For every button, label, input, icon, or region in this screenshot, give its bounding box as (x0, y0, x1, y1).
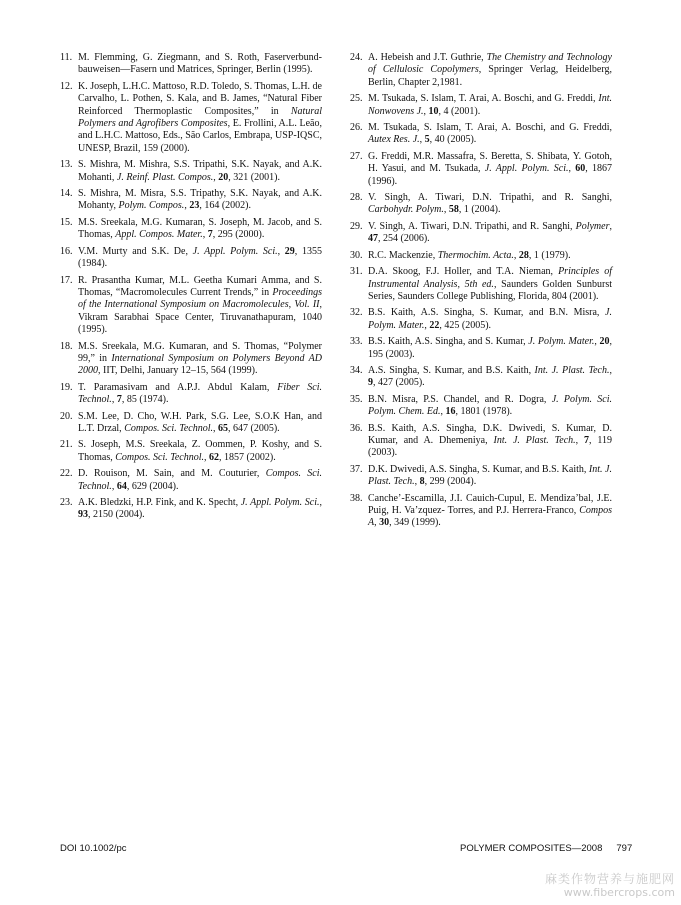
reference-number: 17. (60, 274, 73, 286)
reference-number: 36. (350, 422, 363, 434)
reference-number: 35. (350, 393, 363, 405)
page-number: 797 (616, 843, 633, 854)
reference-item (60, 341, 322, 378)
reference-number: 33. (350, 336, 363, 348)
reference-item (350, 151, 612, 188)
reference-number: 23. (60, 497, 73, 508)
watermark-line2: www.fibercrops.com (563, 886, 675, 899)
reference-text: V. Singh, A. Tiwari, D.N. Tripathi, and R. Sanghi, Polymer, 47, 254 (2006). (368, 220, 612, 245)
reference-item (350, 365, 612, 390)
reference-number: 31. (350, 266, 363, 278)
reference-number: 27. (350, 150, 363, 162)
reference-number: 28. (350, 192, 363, 204)
reference-text: D.A. Skoog, F.J. Holler, and T.A. Nieman, Principles of Instrumental Analysis, 5th ed., Saunders Golden Sunburst Series, Saunders College Publishing, Florida, 804 (2001). (368, 266, 612, 302)
reference-number: 18. (60, 340, 73, 352)
footer-doi (60, 843, 127, 854)
reference-item (60, 246, 322, 271)
reference-item (350, 307, 612, 332)
reference-text: A.K. Bledzki, H.P. Fink, and K. Specht, J. Appl. Polym. Sci., 93, 2150 (2004). (78, 497, 322, 521)
reference-text: K. Joseph, L.H.C. Mattoso, R.D. Toledo, S. Thomas, L.H. de Carvalho, L. Pothen, S. Kala, and B. James, “Natural Fiber Reinforced Thermoplastic Composites,” in Natural Polymers and Agrofibers Composites, E. Frollini, A.L. Leão, and L.H.C. Mattoso, Eds., São Carlos, Embrapa, USP-IQSC, UNESP, Brazil, 159 (2000). (78, 80, 322, 154)
reference-text: M.S. Sreekala, M.G. Kumaran, S. Joseph, M. Jacob, and S. Thomas, Appl. Compos. Mater., 7, 295 (2000). (78, 216, 322, 241)
reference-number: 21. (60, 439, 73, 451)
reference-item (350, 250, 612, 262)
reference-text: S. Mishra, M. Misra, S.S. Tripathy, S.K. Nayak, and A.K. Mohanty, Polym. Compos., 23, 164 (2002). (78, 188, 322, 212)
reference-text: B.S. Kaith, A.S. Singha, and S. Kumar, J. Polym. Mater., 20, 195 (2003). (368, 336, 613, 360)
reference-number: 12. (60, 80, 73, 92)
reference-number: 16. (60, 245, 73, 257)
reference-item (60, 217, 322, 242)
reference-text: A.S. Singha, S. Kumar, and B.S. Kaith, Int. J. Plast. Tech., 9, 427 (2005). (368, 364, 613, 389)
reference-item (350, 493, 612, 530)
reference-item (60, 497, 322, 522)
reference-item (60, 81, 322, 155)
reference-text: T. Paramasivam and A.P.J. Abdul Kalam, Fiber Sci. Technol., 7, 85 (1974). (78, 381, 323, 406)
reference-text: B.S. Kaith, A.S. Singha, S. Kumar, and B.N. Misra, J. Polym. Mater., 22, 425 (2005). (368, 307, 612, 331)
reference-number: 20. (60, 410, 73, 422)
reference-text: S. Mishra, M. Mishra, S.S. Tripathi, S.K. Nayak, and A.K. Mohanti, J. Reinf. Plast. Compos., 20, 321 (2001). (78, 159, 322, 183)
reference-text: D. Rouison, M. Sain, and M. Couturier, Compos. Sci. Technol., 64, 629 (2004). (78, 468, 322, 492)
reference-item (350, 394, 612, 419)
site-watermark (545, 873, 675, 899)
footer-journal (460, 843, 632, 854)
reference-number: 29. (350, 220, 363, 232)
reference-item (60, 439, 322, 464)
reference-number: 34. (350, 364, 363, 376)
reference-item (350, 52, 612, 89)
reference-number: 26. (350, 122, 363, 134)
reference-number: 22. (60, 468, 73, 480)
reference-item (60, 188, 322, 213)
reference-text: R.C. Mackenzie, Thermochim. Acta., 28, 1 (1979). (368, 249, 571, 261)
reference-number: 19. (60, 381, 73, 393)
references-left-column (60, 52, 322, 526)
reference-item (60, 382, 322, 407)
references-right-column (350, 52, 612, 534)
doi-text: DOI 10.1002/pc (60, 843, 127, 854)
reference-text: V. Singh, A. Tiwari, D.N. Tripathi, and R. Sanghi, Carbohydr. Polym., 58, 1 (2004). (368, 192, 612, 216)
journal-name: POLYMER COMPOSITES—2008 (460, 843, 603, 854)
reference-item (60, 411, 322, 436)
reference-number: 38. (350, 492, 363, 504)
reference-item (350, 423, 612, 460)
reference-item (350, 93, 612, 118)
reference-item (350, 192, 612, 217)
reference-item (60, 468, 322, 493)
reference-number: 37. (350, 463, 363, 475)
reference-text: S. Joseph, M.S. Sreekala, Z. Oommen, P. Koshy, and S. Thomas, Compos. Sci. Technol., 62, 1857 (2002). (78, 439, 322, 463)
watermark-line1: 麻类作物营养与施肥网 (544, 872, 675, 886)
reference-number: 24. (350, 52, 363, 63)
reference-item (60, 52, 322, 77)
reference-text: S.M. Lee, D. Cho, W.H. Park, S.G. Lee, S.O.K Han, and L.T. Drzal, Compos. Sci. Technol., 65, 647 (2005). (78, 410, 322, 434)
reference-number: 30. (350, 249, 363, 261)
reference-item (350, 221, 612, 246)
reference-text: M. Tsukada, S. Islam, T. Arai, A. Boschi, and G. Freddi, Autex Res. J., 5, 40 (2005). (368, 122, 612, 146)
reference-item (350, 122, 612, 147)
reference-item (60, 275, 322, 337)
reference-text: R. Prasantha Kumar, M.L. Geetha Kumari Amma, and S. Thomas, “Macromolecules Current Trends,” in Proceedings of the International Symposium on Macromolecules, Vol. II, Vikram Sarabhai Space Center, Tiruvanathapuram, 1040 (1995). (78, 274, 322, 336)
reference-text: Canche’-Escamilla, J.I. Cauich-Cupul, E. Mendiza’bal, J.E. Puig, H. Va’zquez- Torres, and P.J. Herrera-Franco, Compos A, 30, 349 (1999). (368, 492, 612, 529)
reference-text: A. Hebeish and J.T. Guthrie, The Chemistry and Technology of Cellulosic Copolymers, Springer Verlag, Heidelberg, Berlin, Chapter 2,1981. (368, 52, 612, 88)
reference-item (350, 464, 612, 489)
reference-text: B.N. Misra, P.S. Chandel, and R. Dogra, J. Polym. Sci. Polym. Chem. Ed., 16, 1801 (1978). (368, 393, 612, 418)
reference-text: M. Tsukada, S. Islam, T. Arai, A. Boschi, and G. Freddi, Int. Nonwovens J., 10, 4 (2001). (368, 93, 612, 117)
reference-text: D.K. Dwivedi, A.S. Singha, S. Kumar, and B.S. Kaith, Int. J. Plast. Tech., 8, 299 (2004). (368, 463, 612, 488)
reference-item (350, 336, 612, 361)
reference-text: M. Flemming, G. Ziegmann, and S. Roth, Faserverbund-bauweisen—Fasern und Matrices, Springer, Berlin (1995). (78, 52, 322, 76)
reference-number: 13. (60, 159, 73, 171)
reference-number: 15. (60, 216, 73, 228)
reference-text: B.S. Kaith, A.S. Singha, D.K. Dwivedi, S. Kumar, D. Kumar, and A. Dhemeniya, Int. J. Plast. Tech., 7, 119 (2003). (368, 422, 613, 459)
reference-item (350, 266, 612, 303)
reference-number: 14. (60, 188, 73, 200)
reference-text: V.M. Murty and S.K. De, J. Appl. Polym. Sci., 29, 1355 (1984). (78, 245, 322, 270)
reference-item (60, 159, 322, 184)
reference-text: M.S. Sreekala, M.G. Kumaran, and S. Thomas, “Polymer 99,” in International Symposium on Polymers Beyond AD 2000, IIT, Delhi, January 12–15, 564 (1999). (78, 340, 323, 377)
reference-number: 11. (60, 52, 73, 63)
reference-number: 25. (350, 93, 363, 105)
reference-number: 32. (350, 307, 363, 319)
reference-text: G. Freddi, M.R. Massafra, S. Beretta, S. Shibata, Y. Gotoh, H. Yasui, and M. Tsukada, J. Appl. Polym. Sci., 60, 1867 (1996). (368, 150, 613, 187)
